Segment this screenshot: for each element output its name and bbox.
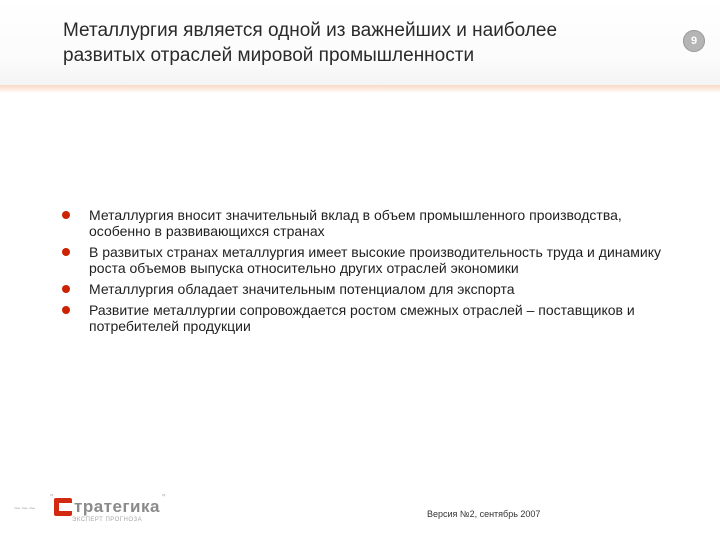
logo-quote-close: " [162, 493, 166, 504]
bullet-dot-icon [62, 306, 70, 314]
logo-mark-icon [54, 498, 72, 516]
title-line-1: Металлургия является одной из важнейших и наиболее [63, 20, 558, 41]
slide-title [63, 18, 663, 68]
logo-wordmark: тратегика [74, 497, 160, 516]
bullet-text: Металлургия вносит значительный вклад в объем промышленного производства, особенно в развивающихся странах [89, 207, 622, 239]
list-item [62, 302, 672, 334]
bullet-dot-icon [62, 285, 70, 293]
bullet-dot-icon [62, 248, 70, 256]
bullet-dot-icon [62, 211, 70, 219]
page-number-badge: 9 [683, 30, 705, 52]
list-item [62, 281, 672, 297]
logo-quote-open: " [50, 493, 54, 504]
version-label: Версия №2, сентябрь 2007 [427, 509, 541, 519]
logo-shadow: ~~~ [14, 503, 37, 515]
company-logo [14, 493, 174, 523]
bullet-text: Развитие металлургии сопровождается ростом смежных отраслей – поставщиков и потребителей продукции [89, 302, 635, 334]
bullet-text: В развитых странах металлургия имеет высокие производительность труда и динамику роста объемов выпуска относительно других отраслей экономики [89, 244, 662, 276]
list-item [62, 207, 672, 239]
list-item [62, 244, 672, 276]
bullet-text: Металлургия обладает значительным потенциалом для экспорта [89, 281, 515, 297]
bullet-list [62, 207, 672, 339]
header-divider [0, 85, 720, 93]
title-line-2: развитых отраслей мировой промышленности [63, 45, 475, 66]
logo-tagline: ЭКСПЕРТ ПРОГНОЗА [72, 517, 143, 523]
